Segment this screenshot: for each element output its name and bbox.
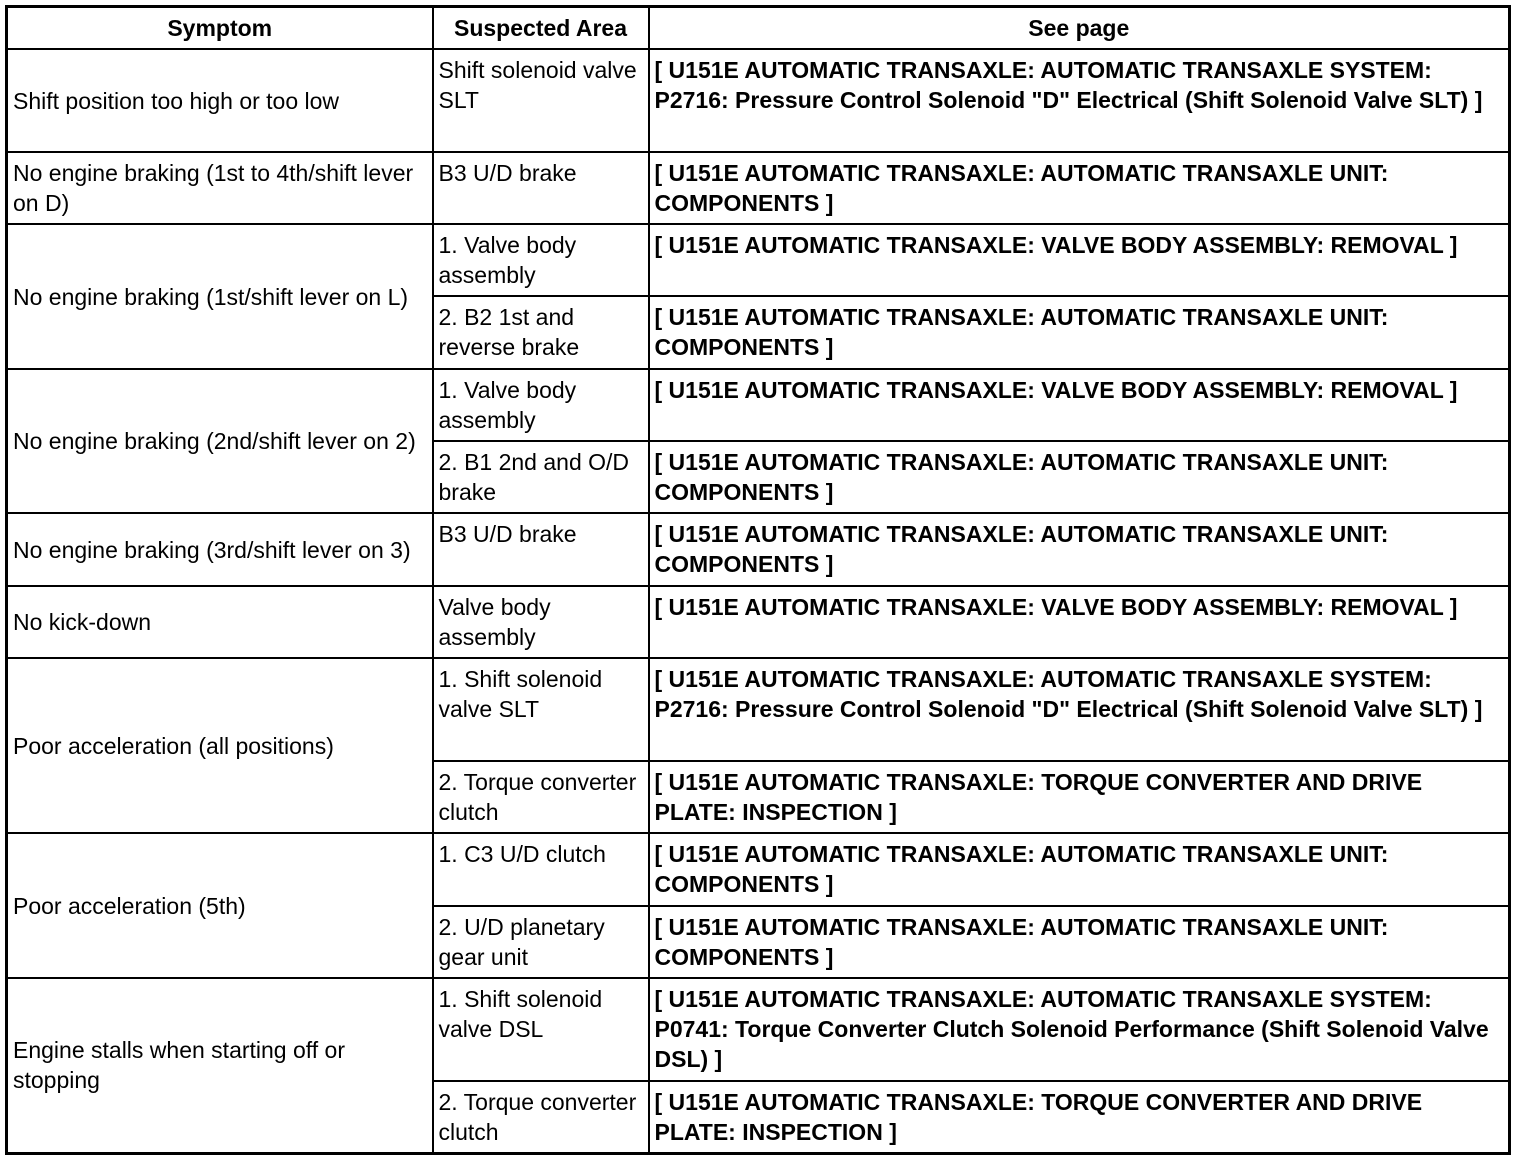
see-page-link[interactable]: [ U151E AUTOMATIC TRANSAXLE: TORQUE CONVERTER AND DRIVE PLATE: INSPECTION ] bbox=[649, 761, 1510, 833]
see-page-link[interactable]: [ U151E AUTOMATIC TRANSAXLE: AUTOMATIC TRANSAXLE UNIT: COMPONENTS ] bbox=[649, 833, 1510, 906]
table-row bbox=[7, 152, 1510, 224]
see-page-link[interactable]: [ U151E AUTOMATIC TRANSAXLE: AUTOMATIC TRANSAXLE UNIT: COMPONENTS ] bbox=[649, 906, 1510, 978]
see-page-link[interactable]: [ U151E AUTOMATIC TRANSAXLE: AUTOMATIC TRANSAXLE UNIT: COMPONENTS ] bbox=[649, 441, 1510, 513]
see-page-link[interactable]: [ U151E AUTOMATIC TRANSAXLE: AUTOMATIC TRANSAXLE UNIT: COMPONENTS ] bbox=[649, 513, 1510, 586]
table-row bbox=[7, 513, 1510, 586]
symptom-cell: Engine stalls when starting off or stopping bbox=[7, 978, 433, 1153]
symptom-cell: Poor acceleration (5th) bbox=[7, 833, 433, 978]
table-row bbox=[7, 586, 1510, 658]
see-page-link[interactable]: [ U151E AUTOMATIC TRANSAXLE: AUTOMATIC TRANSAXLE SYSTEM: P0741: Torque Converter Clutch Solenoid Performance (Shift Solenoid Valve DSL) ] bbox=[649, 978, 1510, 1081]
see-page-link[interactable]: [ U151E AUTOMATIC TRANSAXLE: AUTOMATIC TRANSAXLE UNIT: COMPONENTS ] bbox=[649, 296, 1510, 369]
suspected-area-cell: B3 U/D brake bbox=[433, 513, 649, 586]
symptom-cell: No engine braking (1st to 4th/shift lever on D) bbox=[7, 152, 433, 224]
see-page-link[interactable]: [ U151E AUTOMATIC TRANSAXLE: AUTOMATIC TRANSAXLE SYSTEM: P2716: Pressure Control Solenoid "D" Electrical (Shift Solenoid Valve SLT) ] bbox=[649, 658, 1510, 761]
symptom-cell: No engine braking (2nd/shift lever on 2) bbox=[7, 369, 433, 513]
symptom-cell: Poor acceleration (all positions) bbox=[7, 658, 433, 833]
table-row bbox=[7, 658, 1510, 761]
header-suspected-area: Suspected Area bbox=[433, 7, 649, 50]
see-page-link[interactable]: [ U151E AUTOMATIC TRANSAXLE: TORQUE CONVERTER AND DRIVE PLATE: INSPECTION ] bbox=[649, 1081, 1510, 1153]
see-page-link[interactable]: [ U151E AUTOMATIC TRANSAXLE: VALVE BODY ASSEMBLY: REMOVAL ] bbox=[649, 369, 1510, 441]
table-row bbox=[7, 224, 1510, 296]
suspected-area-cell: 2. B2 1st and reverse brake bbox=[433, 296, 649, 369]
see-page-link[interactable]: [ U151E AUTOMATIC TRANSAXLE: VALVE BODY ASSEMBLY: REMOVAL ] bbox=[649, 586, 1510, 658]
see-page-link[interactable]: [ U151E AUTOMATIC TRANSAXLE: AUTOMATIC TRANSAXLE SYSTEM: P2716: Pressure Control Solenoid "D" Electrical (Shift Solenoid Valve SLT) ] bbox=[649, 49, 1510, 152]
symptom-cell: No engine braking (3rd/shift lever on 3) bbox=[7, 513, 433, 586]
header-see-page: See page bbox=[649, 7, 1510, 50]
suspected-area-cell: 2. Torque converter clutch bbox=[433, 761, 649, 833]
see-page-link[interactable]: [ U151E AUTOMATIC TRANSAXLE: VALVE BODY ASSEMBLY: REMOVAL ] bbox=[649, 224, 1510, 296]
table-row bbox=[7, 833, 1510, 906]
header-row bbox=[7, 7, 1510, 50]
suspected-area-cell: 1. Valve body assembly bbox=[433, 369, 649, 441]
suspected-area-cell: 2. U/D planetary gear unit bbox=[433, 906, 649, 978]
symptom-cell: No engine braking (1st/shift lever on L) bbox=[7, 224, 433, 369]
suspected-area-cell: Shift solenoid valve SLT bbox=[433, 49, 649, 152]
table-row bbox=[7, 978, 1510, 1081]
header-symptom: Symptom bbox=[7, 7, 433, 50]
suspected-area-cell: 1. Shift solenoid valve SLT bbox=[433, 658, 649, 761]
table-row bbox=[7, 369, 1510, 441]
symptom-cell: Shift position too high or too low bbox=[7, 49, 433, 152]
see-page-link[interactable]: [ U151E AUTOMATIC TRANSAXLE: AUTOMATIC TRANSAXLE UNIT: COMPONENTS ] bbox=[649, 152, 1510, 224]
suspected-area-cell: 2. B1 2nd and O/D brake bbox=[433, 441, 649, 513]
suspected-area-cell: 1. Valve body assembly bbox=[433, 224, 649, 296]
table-row bbox=[7, 49, 1510, 152]
suspected-area-cell: B3 U/D brake bbox=[433, 152, 649, 224]
symptom-table bbox=[5, 5, 1511, 1155]
symptom-cell: No kick-down bbox=[7, 586, 433, 658]
suspected-area-cell: 2. Torque converter clutch bbox=[433, 1081, 649, 1153]
suspected-area-cell: 1. Shift solenoid valve DSL bbox=[433, 978, 649, 1081]
suspected-area-cell: Valve body assembly bbox=[433, 586, 649, 658]
suspected-area-cell: 1. C3 U/D clutch bbox=[433, 833, 649, 906]
